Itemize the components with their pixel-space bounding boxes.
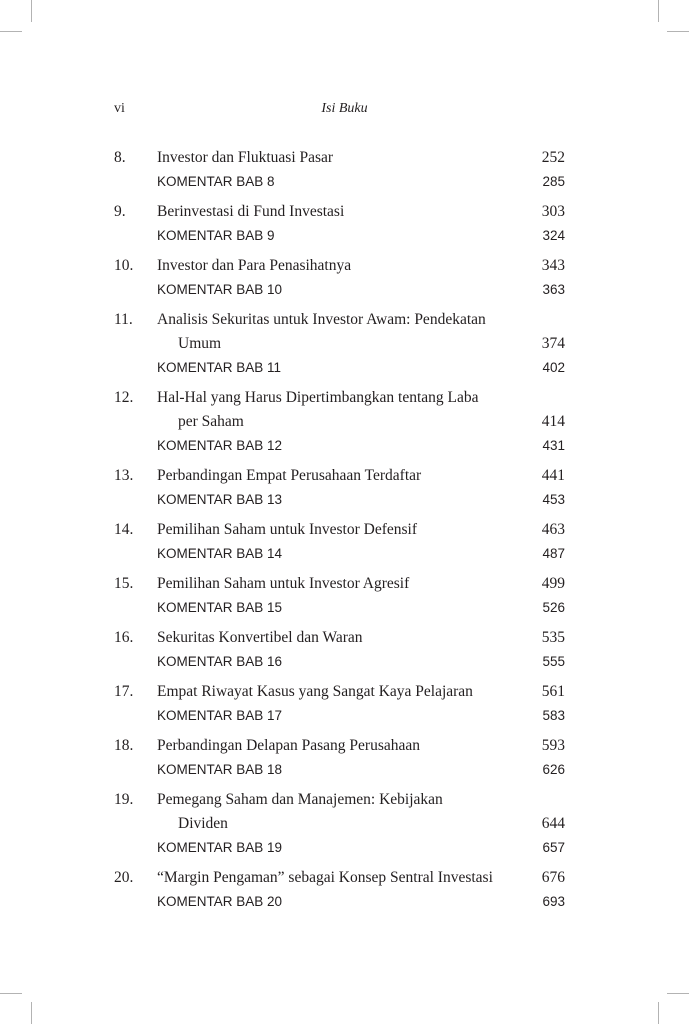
chapter-title-line: Empat Riwayat Kasus yang Sangat Kaya Pelajaran [157,683,473,700]
commentary-row[interactable] [114,836,565,860]
toc-entry [114,680,565,728]
page-folio: vi [114,101,125,116]
commentary-row[interactable] [114,890,565,914]
commentary-page-number: 285 [542,174,565,189]
toc-entry [114,572,565,620]
commentary-label: KOMENTAR BAB 19 [157,840,283,855]
chapter-number: 18. [114,737,134,754]
commentary-label: KOMENTAR BAB 12 [157,438,283,453]
chapter-page-number: 561 [541,683,565,700]
commentary-label: KOMENTAR BAB 8 [157,174,275,189]
chapter-title [157,386,565,434]
chapter-title-line: Investor dan Fluktuasi Pasar [157,149,334,166]
running-head-title: Isi Buku [321,101,368,116]
chapter-page-number: 463 [541,521,565,538]
chapter-title-continuation: per Saham [178,413,244,430]
chapter-number: 12. [114,389,134,406]
chapter-title [157,734,565,758]
chapter-title [157,146,565,170]
commentary-page-number: 453 [542,492,565,507]
commentary-page-number: 657 [542,840,565,855]
commentary-label: KOMENTAR BAB 13 [157,492,283,507]
toc-entry [114,734,565,782]
chapter-title-line: Analisis Sekuritas untuk Investor Awam: Pendekatan [157,311,486,328]
commentary-row[interactable] [114,704,565,728]
chapter-number: 19. [114,791,134,808]
chapter-number: 8. [114,149,126,166]
chapter-number: 9. [114,203,126,220]
chapter-page-number: 343 [541,257,565,274]
toc-entry [114,386,565,458]
chapter-title-line: Berinvestasi di Fund Investasi [157,203,345,220]
commentary-row[interactable] [114,278,565,302]
crop-mark-bottom-left-horizontal [0,993,22,994]
toc-entry [114,464,565,512]
running-head [0,101,689,121]
commentary-label: KOMENTAR BAB 18 [157,762,283,777]
chapter-title-line: Perbandingan Empat Perusahaan Terdaftar [157,467,422,484]
toc-entry [114,866,565,914]
chapter-title-continuation: Dividen [178,815,228,832]
chapter-row[interactable] [114,308,565,356]
crop-mark-bottom-left-vertical [31,1002,32,1024]
chapter-page-number: 374 [541,335,565,352]
toc-entry [114,788,565,860]
chapter-title-line: Hal-Hal yang Harus Dipertimbangkan tentang Laba [157,389,479,406]
commentary-label: KOMENTAR BAB 17 [157,708,283,723]
chapter-row[interactable] [114,146,565,170]
chapter-page-number: 676 [541,869,565,886]
crop-mark-top-left-horizontal [0,31,22,32]
chapter-title [157,680,565,704]
chapter-number: 10. [114,257,134,274]
chapter-title [157,254,565,278]
chapter-title-line: Pemilihan Saham untuk Investor Defensif [157,521,418,538]
toc-entry [114,518,565,566]
commentary-row[interactable] [114,224,565,248]
toc-entry [114,200,565,248]
commentary-row[interactable] [114,356,565,380]
chapter-number: 20. [114,869,134,886]
crop-mark-top-right-horizontal [667,31,689,32]
commentary-row[interactable] [114,542,565,566]
chapter-number: 14. [114,521,134,538]
chapter-title [157,464,565,488]
chapter-page-number: 303 [541,203,565,220]
chapter-title [157,200,565,224]
chapter-title-line: Sekuritas Konvertibel dan Waran [157,629,363,646]
chapter-page-number: 593 [541,737,565,754]
commentary-row[interactable] [114,434,565,458]
commentary-page-number: 583 [542,708,565,723]
table-of-contents [114,146,565,920]
chapter-row[interactable] [114,572,565,596]
crop-mark-bottom-right-vertical [658,1002,659,1024]
commentary-page-number: 363 [542,282,565,297]
chapter-number: 16. [114,629,134,646]
commentary-row[interactable] [114,758,565,782]
chapter-page-number: 414 [541,413,565,430]
chapter-title-line: Pemilihan Saham untuk Investor Agresif [157,575,410,592]
toc-entry [114,308,565,380]
commentary-page-number: 402 [542,360,565,375]
chapter-row[interactable] [114,788,565,836]
chapter-number: 11. [114,311,133,328]
commentary-label: KOMENTAR BAB 16 [157,654,283,669]
chapter-page-number: 644 [541,815,565,832]
commentary-row[interactable] [114,170,565,194]
chapter-title-line: “Margin Pengaman” sebagai Konsep Sentral Investasi [157,869,493,886]
chapter-number: 15. [114,575,134,592]
commentary-page-number: 487 [542,546,565,561]
chapter-title [157,308,565,356]
commentary-page-number: 431 [542,438,565,453]
chapter-title [157,626,565,650]
chapter-title [157,866,565,890]
toc-entry [114,626,565,674]
chapter-page-number: 441 [541,467,565,484]
chapter-page-number: 252 [541,149,565,166]
commentary-row[interactable] [114,488,565,512]
chapter-title [157,572,565,596]
commentary-page-number: 324 [542,228,565,243]
chapter-page-number: 535 [541,629,565,646]
chapter-page-number: 499 [541,575,565,592]
chapter-title-line: Perbandingan Delapan Pasang Perusahaan [157,737,420,754]
chapter-row[interactable] [114,680,565,704]
crop-mark-top-right-vertical [658,0,659,22]
chapter-number: 17. [114,683,134,700]
chapter-row[interactable] [114,518,565,542]
chapter-title-continuation: Umum [178,335,222,352]
chapter-title-line: Pemegang Saham dan Manajemen: Kebijakan [157,791,443,808]
commentary-page-number: 526 [542,600,565,615]
toc-entry [114,254,565,302]
commentary-label: KOMENTAR BAB 20 [157,894,283,909]
chapter-number: 13. [114,467,134,484]
chapter-row[interactable] [114,254,565,278]
commentary-label: KOMENTAR BAB 15 [157,600,283,615]
crop-mark-top-left-vertical [31,0,32,22]
chapter-title [157,518,565,542]
chapter-row[interactable] [114,626,565,650]
chapter-row[interactable] [114,200,565,224]
commentary-label: KOMENTAR BAB 10 [157,282,283,297]
commentary-label: KOMENTAR BAB 14 [157,546,283,561]
commentary-page-number: 555 [542,654,565,669]
chapter-title-line: Investor dan Para Penasihatnya [157,257,352,274]
chapter-row[interactable] [114,734,565,758]
crop-mark-bottom-right-horizontal [667,993,689,994]
commentary-page-number: 693 [542,894,565,909]
commentary-label: KOMENTAR BAB 9 [157,228,275,243]
chapter-row[interactable] [114,464,565,488]
commentary-row[interactable] [114,596,565,620]
commentary-page-number: 626 [542,762,565,777]
chapter-row[interactable] [114,386,565,434]
commentary-label: KOMENTAR BAB 11 [157,360,282,375]
toc-entry [114,146,565,194]
chapter-row[interactable] [114,866,565,890]
commentary-row[interactable] [114,650,565,674]
chapter-title [157,788,565,836]
